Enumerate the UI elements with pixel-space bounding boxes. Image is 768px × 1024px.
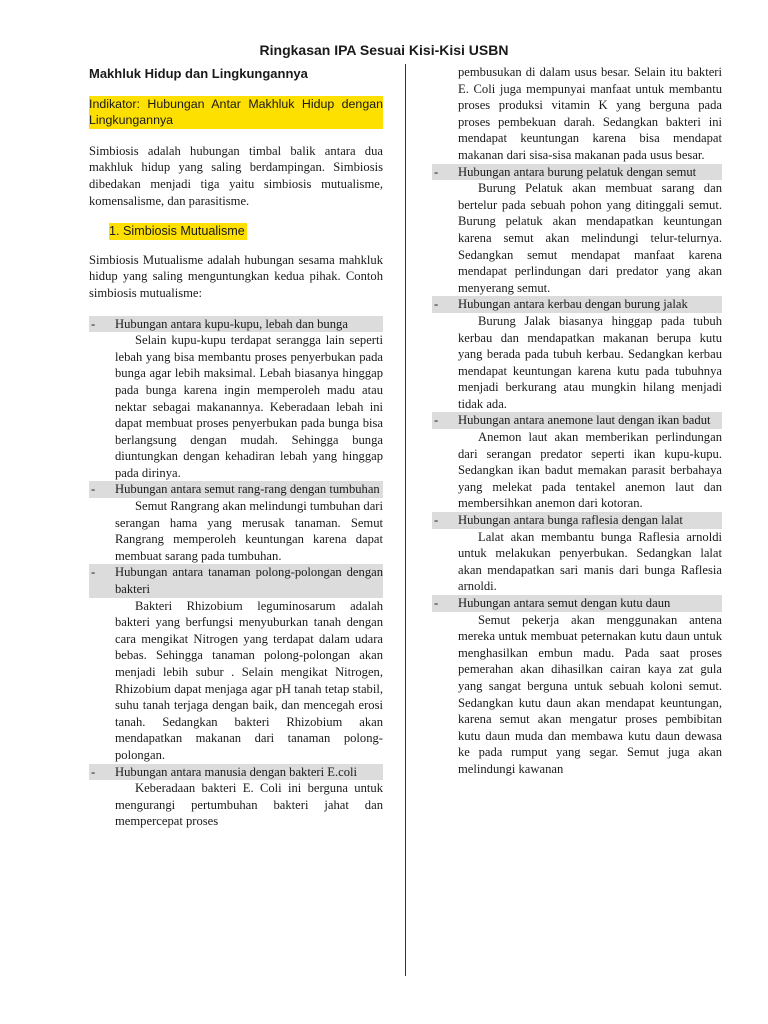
list-item-body: Lalat akan membantu bunga Raflesia arnoldi untuk melakukan penyerbukan. Sedangkan lalat akan mendapatkan sari manis dari bunga Raflesia arnoldi. (458, 529, 722, 594)
right-column (432, 64, 722, 778)
list-item-heading: - Hubungan antara bunga raflesia dengan lalat (432, 512, 722, 529)
list-item-heading: - Hubungan antara anemone laut dengan ikan badut (432, 412, 722, 429)
list-item-body: Semut Rangrang akan melindungi tumbuhan dari serangan hama yang merusak tanaman. Semut Rangrang memperoleh keuntungan karena dapat membuat sarang pada tumbuhan. (115, 499, 383, 563)
list-item-body: Semut pekerja akan menggunakan antena mereka untuk membuat peternakan kutu daun untuk menghasilkan embun madu. Pada saat proses pemerahan akan dihasilkan cairan kaya zat gula yang sangat berguna untuk sebuah koloni semut. Sedangkan kutu daun akan mendapat keuntungan, karena semut akan mengatur proses pembibitan kutu daun muda dan membawa kutu daun dewasa ke pada rumput yang segar. Semut juga akan melindungi kawanan (458, 612, 722, 776)
section-title: Makhluk Hidup dan Lingkungannya (89, 66, 308, 81)
list-item-body: Bakteri Rhizobium leguminosarum adalah bakteri yang berfungsi menyuburkan tanah dengan cara mengikat Nitrogen yang terdapat dalam udara bebas. Sehingga tanaman polong-polongan akan menjadi lebih subur . Selain mengikat Nitrogen, Rhizobium dapat menjaga agar pH tanah tetap stabil, suhu tanah terjaga dengan baik, dan mencegah erosi tanah. Sedangkan bakteri Rhizobium akan mendapatkan makanan dari tanaman polong-polongan. (115, 598, 383, 762)
left-column (89, 64, 383, 830)
list-item-heading: - Hubungan antara tanaman polong-polongan dengan bakteri (89, 564, 383, 597)
list-item-body: Keberadaan bakteri E. Coli ini berguna untuk mengurangi pertumbuhan bakteri jahat dan mempercepat proses (115, 781, 383, 829)
list-item-body: Selain kupu-kupu terdapat serangga lain seperti lebah yang bisa membantu proses penyerbukan pada bunga agar lebih maksimal. Lebah biasanya hinggap pada bunga karena ingin memperoleh madu atau nektar sebagai makanannya. Keberadaan lebah ini dapat membuat proses penyerbukan pada bunga bisa berlangsung dengan mudah. Sehingga bunga diuntungkan dengan kehadiran lebah yang hinggap pada dirinya. (115, 333, 383, 480)
list-item-body: Burung Pelatuk akan membuat sarang dan bertelur pada sebuah pohon yang ditinggali semut. Burung pelatuk akan mendapatkan keuntungan karena semut akan melindungi telur-telurnya. Sedangkan semut mendapat manfaat karena mendapat perlindungan dari predator yang akan menyerang semut. (458, 181, 722, 295)
list-item-heading: - Hubungan antara kerbau dengan burung jalak (432, 296, 722, 313)
list-item-body: Anemon laut akan memberikan perlindungan dari serangan predator seperti ikan kupu-kupu. Sedangkan ikan badut memakan parasit berbahaya yang melekat pada tentakel anemon laut dan membersihkan anemon dari kotoran. (458, 430, 722, 511)
list-item-heading: - Hubungan antara kupu-kupu, lebah dan bunga (89, 316, 383, 333)
mutualisme-intro: Simbiosis Mutualisme adalah hubungan sesama mahkluk hidup yang saling menguntungkan kedua pihak. Contoh simbiosis mutualisme: (89, 252, 383, 300)
intro-paragraph: Simbiosis adalah hubungan timbal balik antara dua makhluk hidup yang saling berdampingan. Simbiosis dibedakan menjadi tiga yaitu simbiosis mutualisme, komensalisme, dan parasitisme. (89, 143, 383, 208)
list-item-body: Burung Jalak biasanya hinggap pada tubuh kerbau dan mendapatkan makanan berupa kutu yang berada pada tubuh kerbau. Sedangkan kerbau mendapat keuntungan karena kutu pada tubuhnya menjadi berkurang atau mungkin hilang menjadi tidak ada. (458, 313, 722, 411)
indicator-box: Indikator: Hubungan Antar Makhluk Hidup dengan Lingkungannya (89, 96, 383, 128)
column-divider (405, 64, 406, 976)
list-item-heading: - Hubungan antara semut rang-rang dengan tumbuhan (89, 481, 383, 498)
subheading-mutualisme: 1. Simbiosis Mutualisme (109, 224, 245, 239)
list-item-heading: - Hubungan antara burung pelatuk dengan semut (432, 164, 722, 181)
page-title: Ringkasan IPA Sesuai Kisi-Kisi USBN (259, 42, 509, 58)
list-item-heading: - Hubungan antara semut dengan kutu daun (432, 595, 722, 612)
list-item-heading: - Hubungan antara manusia dengan bakteri E.coli (89, 764, 383, 781)
continuation-paragraph: pembusukan di dalam usus besar. Selain itu bakteri E. Coli juga mempunyai manfaat untuk membantu proses produksi vitamin K yang berguna pada proses pembekuan darah. Sedangkan bakteri ini mendapat keuntungan karena bisa mendapat makanan dari sisa-sisa makanan pada usus besar. (458, 65, 722, 162)
